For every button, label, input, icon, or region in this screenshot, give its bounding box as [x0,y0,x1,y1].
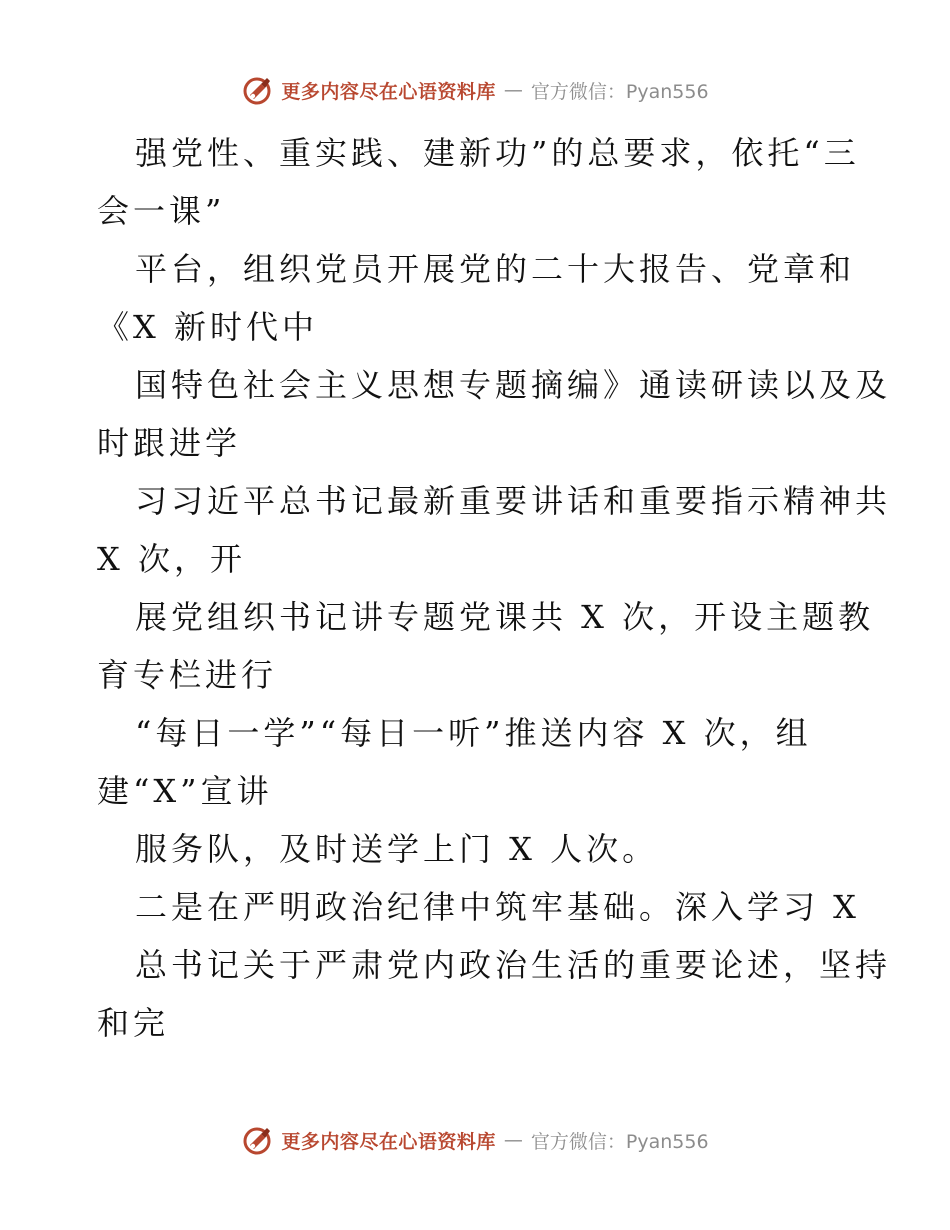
text-line: 总书记关于严肃党内政治生活的重要论述，坚持 [135,946,892,984]
header-banner [0,70,950,110]
banner-contact: 官方微信：Pyan556 [530,80,709,103]
document-body [97,124,892,1052]
text-line: 《X 新时代中 [97,308,318,346]
text-line: 育专栏进行 [97,656,278,694]
pen-logo-icon [241,1123,275,1157]
text-line: 会一课” [97,192,226,230]
banner-title: 更多内容尽在心语资料库 [281,80,496,103]
text-line: X 次，开 [97,540,246,578]
text-line: 强党性、重实践、建新功”的总要求，依托“三 [135,134,860,172]
header-banner-inner [241,73,708,107]
text-line: 时跟进学 [97,424,242,462]
pen-logo-icon [241,73,275,107]
text-line: 建“X”宣讲 [97,772,273,810]
text-line: 服务队，及时送学上门 X 人次。 [135,830,659,868]
banner-title: 更多内容尽在心语资料库 [281,1130,496,1153]
footer-banner [0,1120,950,1160]
text-line: 平台，组织党员开展党的二十大报告、党章和 [135,250,856,288]
text-line: 和完 [97,1004,170,1042]
banner-contact: 官方微信：Pyan556 [530,1130,709,1153]
banner-separator: — [503,79,523,101]
banner-separator: — [503,1129,523,1151]
text-line: 习习近平总书记最新重要讲话和重要指示精神共 [135,482,892,520]
text-line: 二是在严明政治纪律中筑牢基础。深入学习 X [135,888,860,926]
footer-banner-inner [241,1123,708,1157]
text-line: 展党组织书记讲专题党课共 X 次，开设主题教 [135,598,875,636]
text-line: 国特色社会主义思想专题摘编》通读研读以及及 [135,366,892,404]
text-line: “每日一学”“每日一听”推送内容 X 次，组 [135,714,812,752]
